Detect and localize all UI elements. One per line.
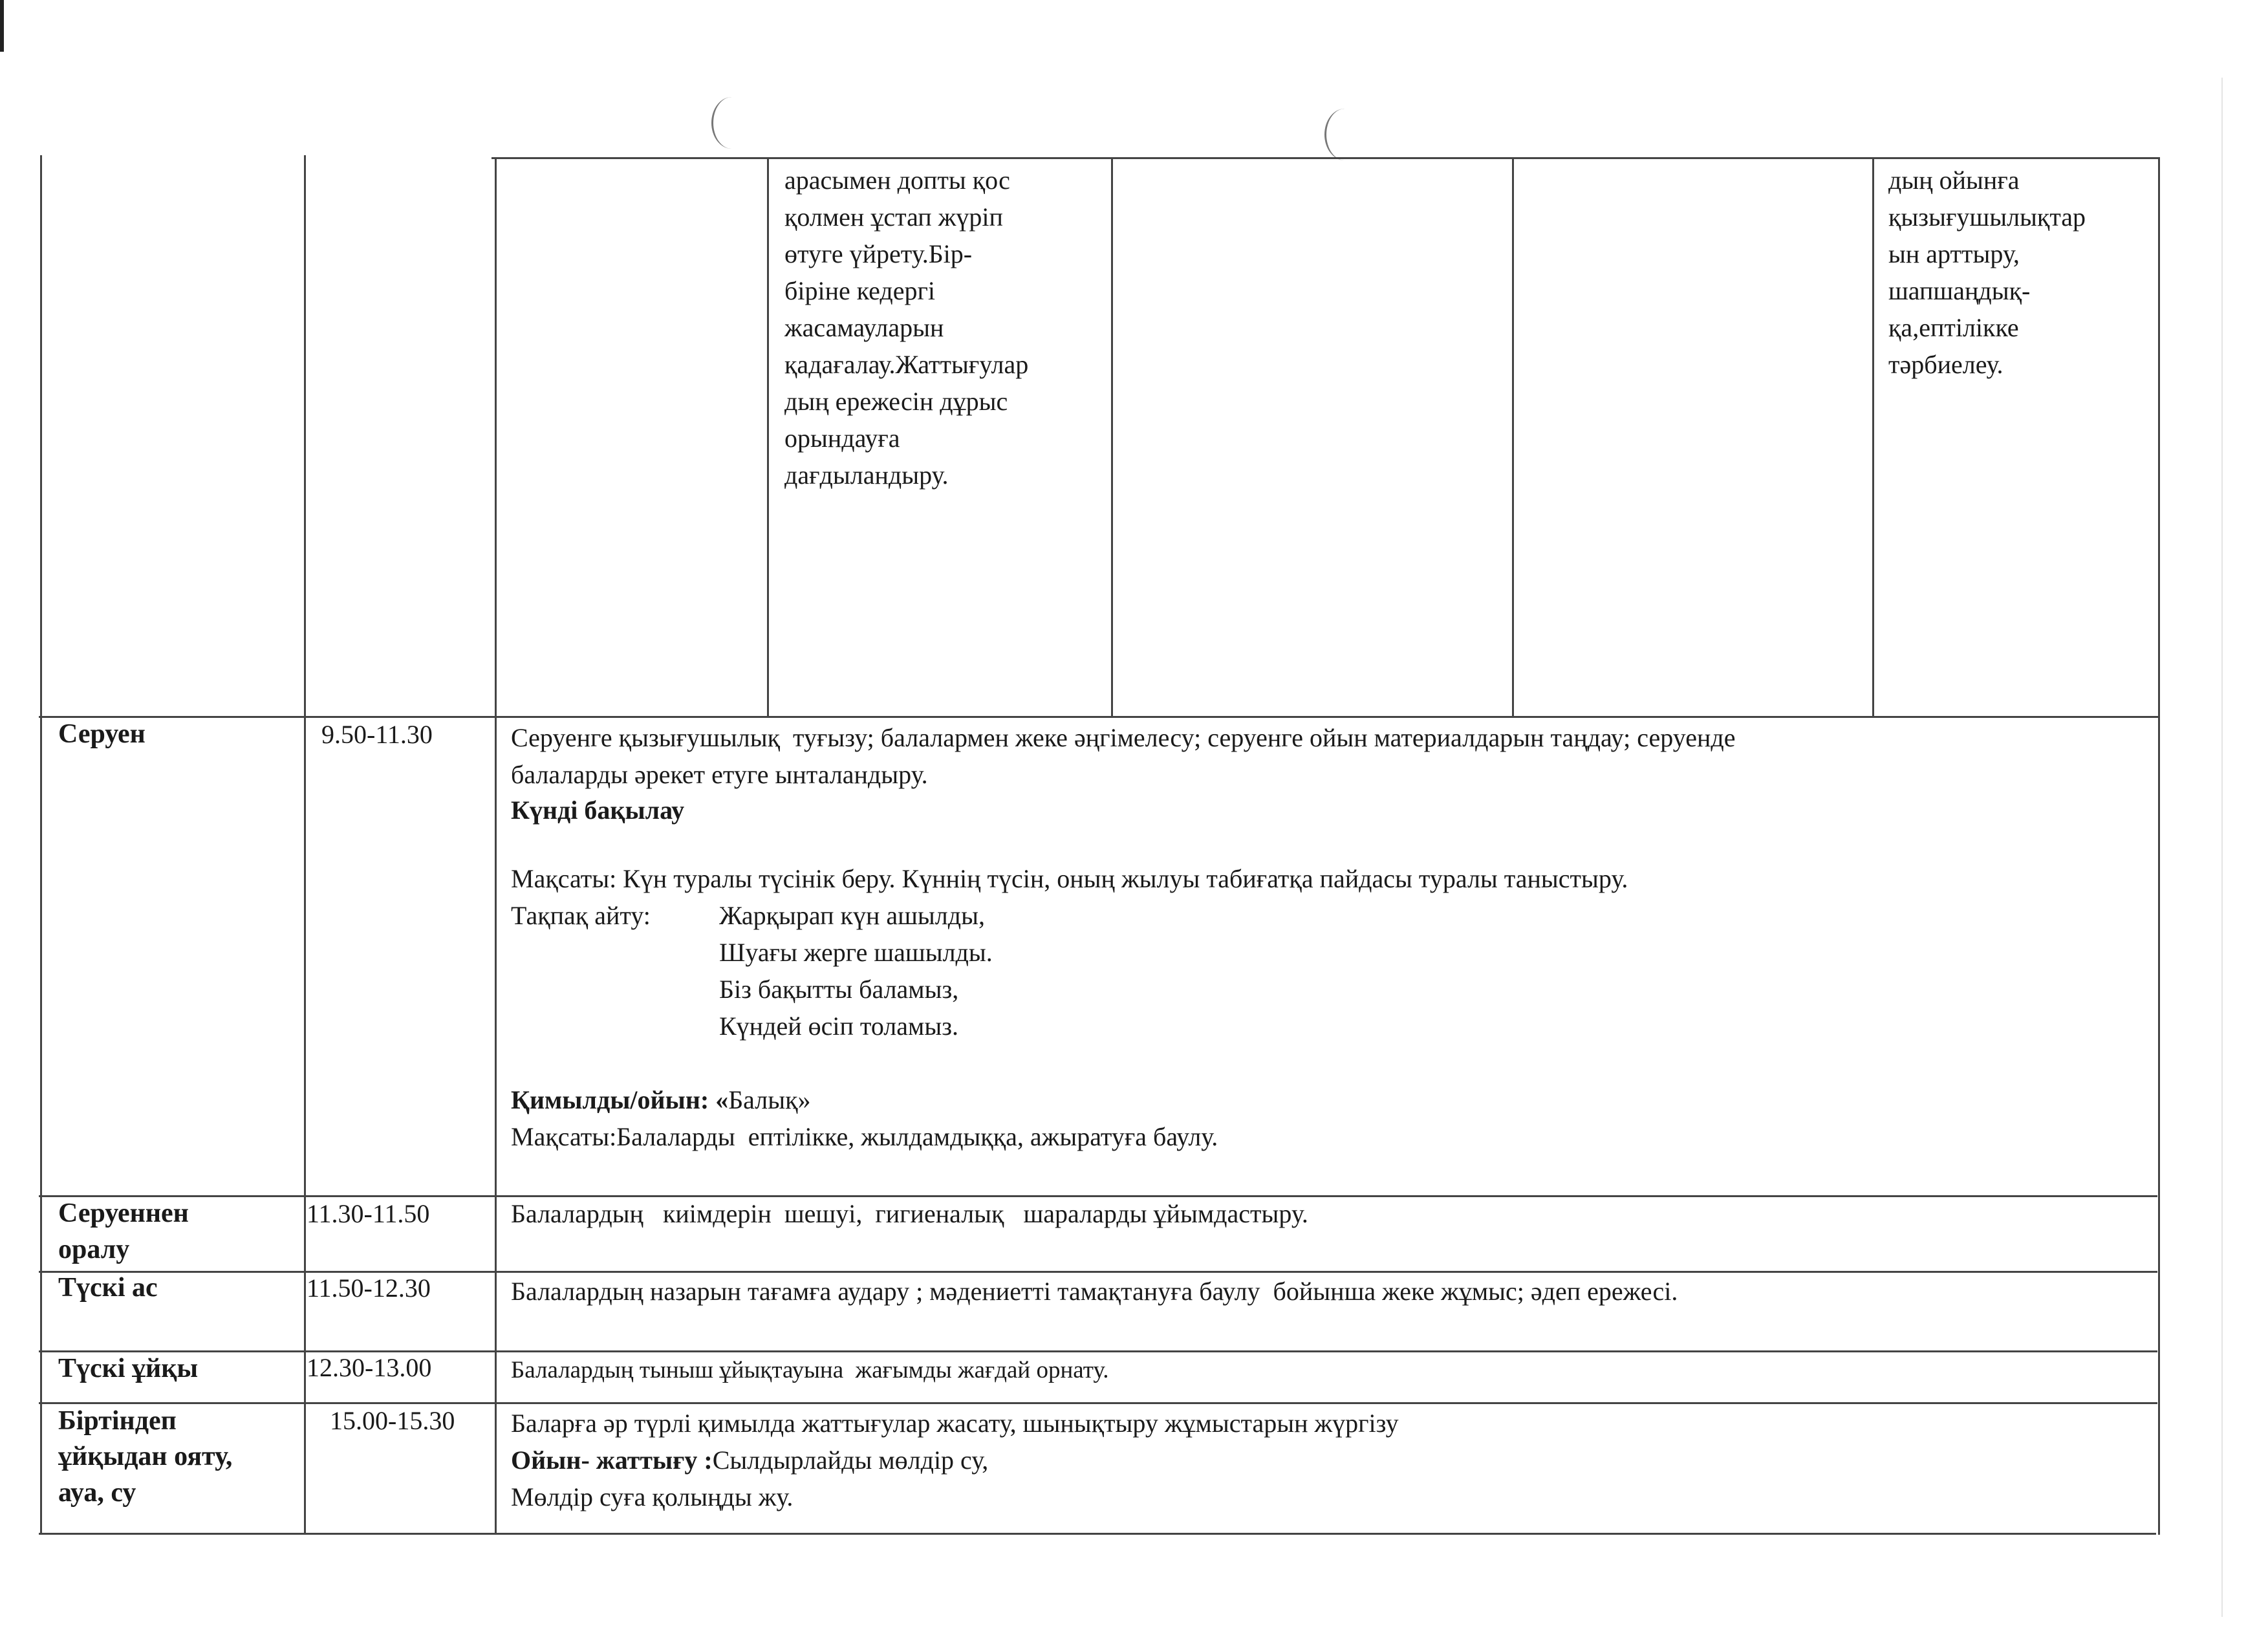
row-time-nap: 12.30-13.00 xyxy=(307,1353,432,1382)
nap-text: Балалардың тыныш ұйықтауына жағымды жағдай орнату. xyxy=(511,1357,1109,1383)
table-rule xyxy=(304,155,306,1535)
table-rule xyxy=(495,157,497,1535)
return-text: Балалардың киімдерін шешуі, гигиеналық шараларды ұйымдастыру. xyxy=(511,1199,1308,1228)
walk-game-label: Қимылды/ойын: « xyxy=(511,1085,729,1114)
table-rule xyxy=(39,1533,2156,1535)
walk-rhyme-line: Күндей өсіп толамыз. xyxy=(719,1012,958,1041)
row-label-walk: Серуен xyxy=(58,719,146,749)
row-label-nap: Түскі ұйқы xyxy=(58,1354,199,1383)
walk-game xyxy=(511,1081,811,1118)
row-time-walk: 9.50-11.30 xyxy=(321,720,433,749)
table-rule xyxy=(2158,157,2160,1535)
wake-text-3: Мөлдір суға қолыңды жу. xyxy=(511,1482,794,1511)
row-label-return: оралу xyxy=(58,1235,130,1264)
lunch-text: Балалардың назарын тағамға аудару ; мәдениетті тамақтануға баулу бойынша жеке жұмыс; әдеп ережесі. xyxy=(511,1277,1678,1306)
row-time-lunch: 11.50-12.30 xyxy=(307,1273,431,1303)
row-label-lunch: Түскі ас xyxy=(58,1273,158,1303)
walk-rhyme-line: Шуағы жерге шашылды. xyxy=(719,938,993,967)
activity-cell-text: дың ойынға қызығушылықтар ын арттыру, шапшаңдық- қа,ептілікке тәрбиелеу. xyxy=(1888,166,2086,379)
wake-game-text: Сылдырлайды мөлдір су, xyxy=(712,1446,989,1475)
row-time-wake: 15.00-15.30 xyxy=(330,1406,455,1435)
wake-text-1: Баларға әр түрлі қимылда жаттығулар жасату, шынықтыру жұмыстарын жүргізу xyxy=(511,1409,1399,1438)
wake-game xyxy=(511,1442,988,1478)
table-rule xyxy=(1872,157,1874,718)
walk-rhyme-line: Жарқырап күн ашылды, xyxy=(719,901,985,930)
table-rule xyxy=(1512,157,1514,718)
table-rule xyxy=(491,157,2160,159)
table-rule xyxy=(40,155,42,1535)
walk-intro-1: Серуенге қызығушылық туғызу; балалармен жеке әңгімелесу; серуенге ойын материалдарын таңдау; серуенде xyxy=(511,723,1736,752)
walk-rhyme-label: Тақпақ айту: xyxy=(511,901,651,930)
walk-rhyme-line: Біз бақытты баламыз, xyxy=(719,975,959,1004)
walk-goal: Мақсаты: Күн туралы түсінік беру. Күннің түсін, оның жылуы табиғатқа пайдасы туралы таныстыру. xyxy=(511,864,1628,893)
table-rule xyxy=(767,157,769,718)
wake-game-label: Ойын- жаттығу : xyxy=(511,1446,713,1475)
table-rule xyxy=(1111,157,1113,718)
row-time-return: 11.30-11.50 xyxy=(307,1199,430,1228)
row-label-wake: Біртіндеп xyxy=(58,1406,177,1436)
row-label-wake: ауа, су xyxy=(58,1478,136,1508)
walk-game-name: Балық» xyxy=(728,1085,811,1114)
row-label-wake: ұйқыдан ояту, xyxy=(58,1442,233,1471)
walk-game-goal: Мақсаты:Балаларды ептілікке, жылдамдыққа, ажыратуға баулу. xyxy=(511,1122,1218,1151)
row-label-return: Серуеннен xyxy=(58,1198,189,1228)
walk-observe-title: Күнді бақылау xyxy=(511,796,685,825)
walk-intro-2: балаларды әрекет етуге ынталандыру. xyxy=(511,760,928,789)
activity-cell-text: арасымен допты қос қолмен ұстап жүріп өтуге үйрету.Бір- біріне кедергі жасамауларын қадағалау.Жаттығулар дың ережесін дұрыс орындауға дағдыландыру. xyxy=(784,166,1029,490)
